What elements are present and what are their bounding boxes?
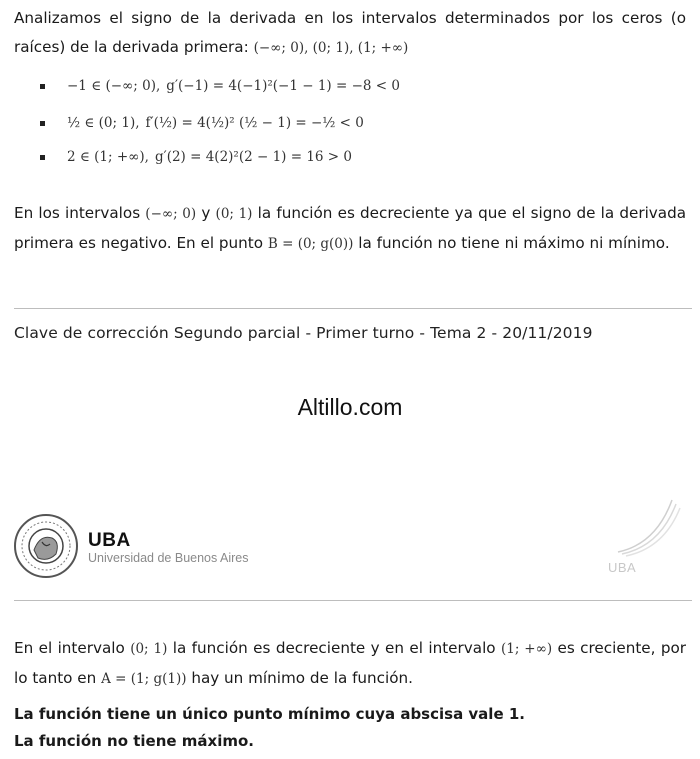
paragraph-intervals [14,199,686,259]
p2-text-d: la función no tiene ni máximo ni mínimo. [358,234,670,252]
uba-seal-icon [12,512,80,580]
bullet-expr: g′(2) = 4(2)²(2 − 1) = 16 > 0 [154,149,352,165]
p2-text-a: En los intervalos [14,204,141,222]
intro-text: Analizamos el signo de la derivada en los intervalos determinados por los ceros (o raíces) de la derivada primera: [14,9,686,56]
p3-text-c: es creciente, por lo tanto en [14,639,687,687]
p2-text-c: la función es decreciente ya que el signo de la derivada primera es negativo. En el punto [14,204,687,252]
p2-point: B = (0; g(0)) [267,236,354,252]
bullet-point: ½ ∈ (0; 1), [67,115,140,131]
bullet-point: −1 ∈ (−∞; 0), [67,78,161,94]
bullet-icon [40,121,45,126]
clave-footer: Clave de corrección Segundo parcial - Primer turno - Tema 2 - 20/11/2019 [14,324,593,342]
p3-text-d: hay un mínimo de la función. [191,669,413,687]
p2-text-b: y [201,204,211,222]
bullet-item-2 [40,109,364,137]
p2-interval-a: (−∞; 0) [145,206,197,222]
p3-interval-b: (1; +∞) [501,641,553,657]
bullet-expr: g′(−1) = 4(−1)²(−1 − 1) = −8 < 0 [166,78,400,94]
conclusion-1: La función tiene un único punto mínimo cuya abscisa vale 1. [14,705,525,723]
uba-right-logo-text: UBA [608,560,637,575]
p3-text-b: la función es decreciente y en el intervalo [172,639,496,657]
paragraph-min [14,634,686,694]
bullet-icon [40,84,45,89]
watermark-altillo: Altillo.com [297,394,403,420]
conclusion-2: La función no tiene máximo. [14,732,254,750]
uba-full-name: Universidad de Buenos Aires [88,551,249,565]
p2-interval-b: (0; 1) [215,206,253,222]
uba-short-name: UBA [88,530,131,551]
section-divider [14,600,692,601]
bullet-point: 2 ∈ (1; +∞), [67,149,149,165]
bullet-item-3 [40,143,352,171]
intro-paragraph [14,4,686,63]
intro-intervals: (−∞; 0), (0; 1), (1; +∞) [253,40,409,56]
p3-point: A = (1; g(1)) [101,671,187,687]
p3-text-a: En el intervalo [14,639,125,657]
p3-interval-a: (0; 1) [130,641,168,657]
footer-divider [14,308,692,309]
uba-swoosh-icon [612,496,682,558]
bullet-expr: f′(½) = 4(½)² (½ − 1) = −½ < 0 [145,115,364,131]
bullet-icon [40,155,45,160]
bullet-item-1 [40,72,400,100]
